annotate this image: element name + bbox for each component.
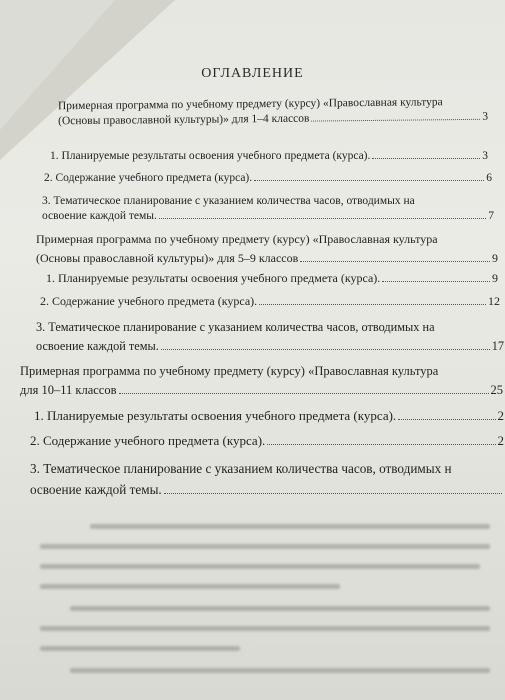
toc-section-1-heading-line1: Примерная программа по учебному предмету (курсу) «Православная культура xyxy=(57,96,443,113)
toc-section-2-item-1[interactable] xyxy=(46,271,498,286)
toc-section-2-item-3[interactable] xyxy=(36,320,504,354)
toc-section-3-item-1[interactable] xyxy=(34,408,504,424)
toc-section-3-page: 25 xyxy=(490,383,503,397)
leader-dots xyxy=(254,172,484,181)
toc-title: ОГЛАВЛЕНИЕ xyxy=(201,66,304,81)
toc-section-2-heading-line1: Примерная программа по учебному предмету (курсу) «Православная культура xyxy=(36,232,438,246)
toc-section-1-heading-line2: (Основы православной культуры)» для 1–4 классов xyxy=(58,112,310,128)
toc-item-page: 9 xyxy=(492,271,498,285)
toc-item-label: 1. Планируемые результаты освоения учебного предмета (курса). xyxy=(50,150,371,163)
toc-section-3-heading[interactable] xyxy=(20,364,503,398)
leader-dots xyxy=(311,111,480,122)
toc-item-line1: 3. Тематическое планирование с указанием количества часов, отводимых н xyxy=(30,461,452,476)
leader-dots xyxy=(259,296,486,305)
leader-dots xyxy=(267,435,495,445)
toc-item-page: 6 xyxy=(486,172,492,185)
toc-section-1-item-1[interactable] xyxy=(50,150,488,162)
leader-dots xyxy=(382,273,490,282)
toc-item-label: 2. Содержание учебного предмета (курса). xyxy=(40,294,258,308)
toc-section-2-page: 9 xyxy=(492,251,498,265)
toc-item-page: 7 xyxy=(488,210,494,223)
toc-item-label: 1. Планируемые результаты освоения учебного предмета (курса). xyxy=(34,408,397,423)
toc-section-3-item-2[interactable] xyxy=(30,433,504,449)
bleed-through-text xyxy=(30,518,495,688)
toc-section-1-item-2[interactable] xyxy=(44,172,492,184)
toc-section-3-item-3[interactable] xyxy=(30,461,504,498)
toc-item-page: 2 xyxy=(497,433,504,448)
leader-dots xyxy=(159,210,486,219)
toc-item-line2: освоение каждой темы. xyxy=(36,339,159,353)
toc-section-1-item-3[interactable] xyxy=(42,195,494,222)
toc-item-line1: 3. Тематическое планирование с указанием количества часов, отводимых на xyxy=(42,195,415,207)
toc-item-line2: освоение каждой темы. xyxy=(30,482,162,497)
toc-section-1-heading[interactable] xyxy=(58,96,488,128)
leader-dots xyxy=(119,384,489,394)
leader-dots xyxy=(161,340,490,350)
toc-section-2-heading-line2: (Основы православной культуры)» для 5–9 классов xyxy=(36,251,299,265)
toc-item-page: 17 xyxy=(491,339,504,353)
toc-item-label: 1. Планируемые результаты освоения учебного предмета (курса). xyxy=(46,271,381,285)
toc-item-label: 2. Содержание учебного предмета (курса). xyxy=(30,433,266,448)
toc-item-line1: 3. Тематическое планирование с указанием количества часов, отводимых на xyxy=(36,320,435,334)
toc-section-1-page: 3 xyxy=(482,110,489,123)
leader-dots xyxy=(398,410,495,420)
toc-section-3-heading-line2: для 10–11 классов xyxy=(20,383,117,397)
toc-section-3-heading-line1: Примерная программа по учебному предмету (курсу) «Православная культура xyxy=(20,364,439,378)
toc-item-page: 12 xyxy=(488,294,500,308)
leader-dots xyxy=(372,150,480,159)
toc-item-page: 3 xyxy=(482,150,488,163)
toc-item-page: 2 xyxy=(497,408,504,423)
toc-section-2-heading[interactable] xyxy=(36,232,498,266)
toc-section-2-item-2[interactable] xyxy=(40,294,500,309)
leader-dots xyxy=(164,484,502,494)
toc-item-label: 2. Содержание учебного предмета (курса). xyxy=(44,172,253,185)
leader-dots xyxy=(300,253,490,262)
toc-item-line2: освоение каждой темы. xyxy=(42,210,157,223)
